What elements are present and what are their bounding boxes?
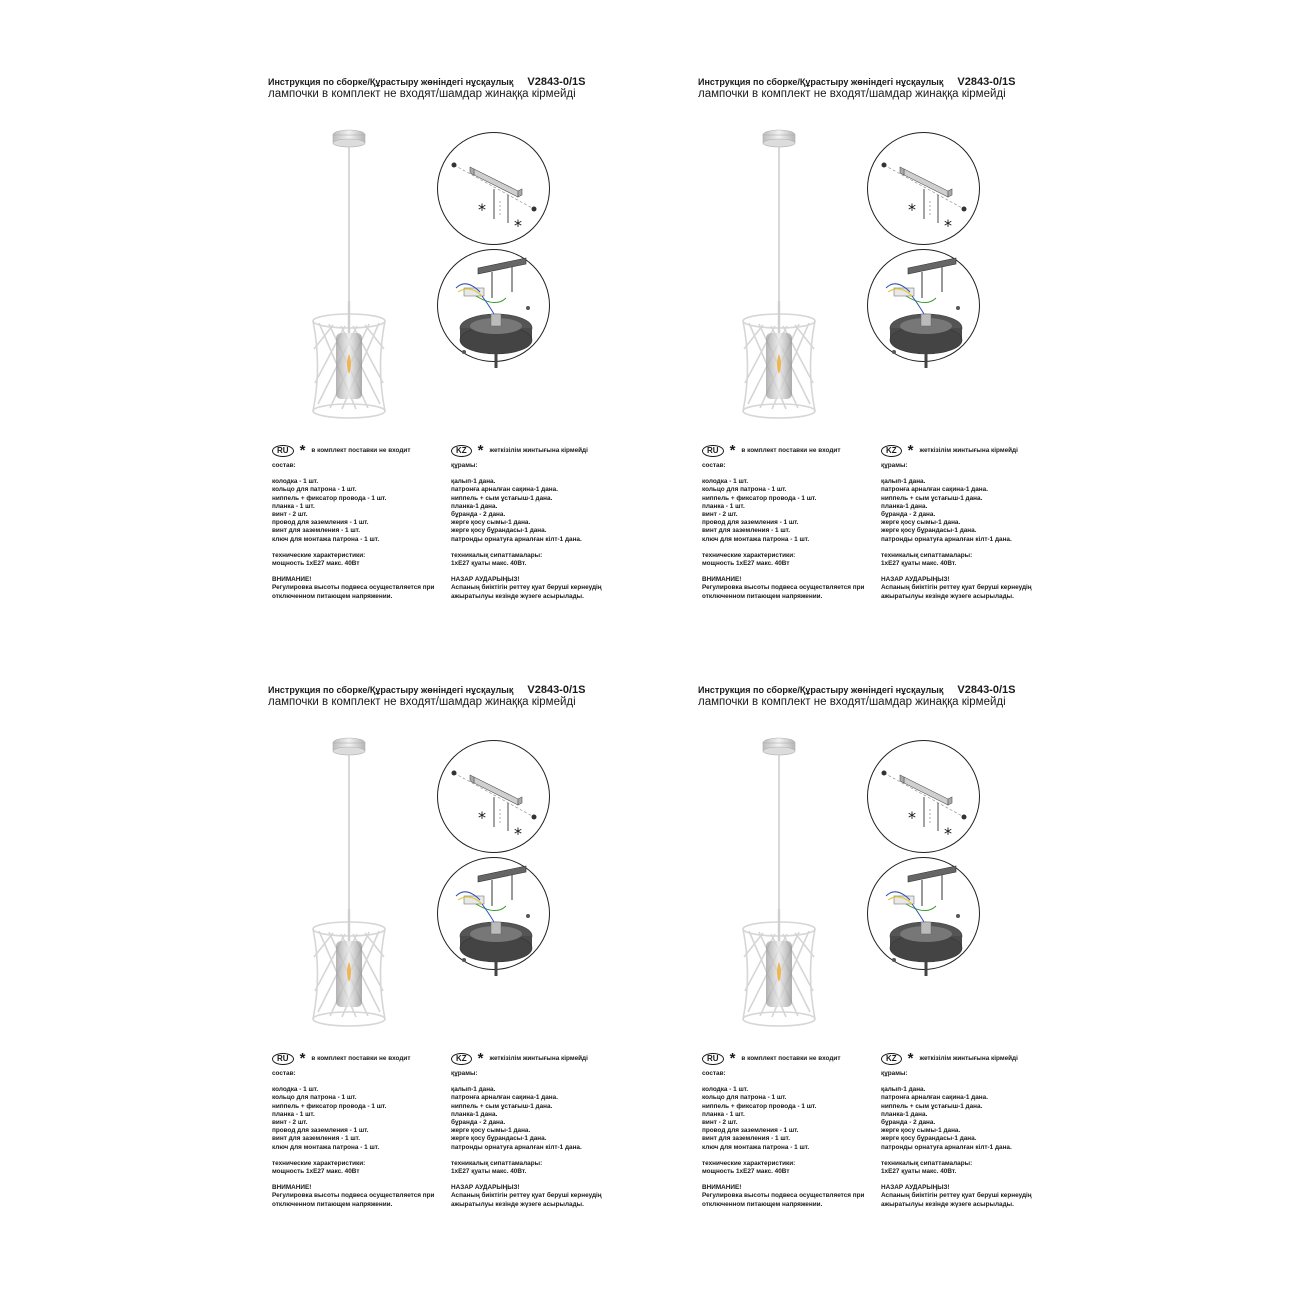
ru-specs-value: мощность 1xE27 макс. 40Вт	[702, 1168, 790, 1176]
kz-header	[881, 1052, 1071, 1066]
list-item: жерге қосу бұрандасы-1 дана.	[451, 527, 547, 535]
star-symbol: *	[299, 1050, 306, 1067]
kz-badge: KZ	[881, 1053, 902, 1065]
list-item: патронды орнатуға арналған кілт-1 дана.	[451, 1143, 582, 1151]
ru-badge: RU	[272, 445, 294, 457]
star-symbol: *	[729, 1050, 736, 1067]
list-item: колодка - 1 шт.	[272, 1086, 319, 1094]
list-item: патронға арналған сақина-1 дана.	[451, 486, 558, 494]
list-item: планка-1 дана.	[881, 1110, 928, 1118]
star-symbol: *	[477, 442, 484, 459]
list-item: планка-1 дана.	[451, 502, 498, 510]
instruction-sheet	[268, 76, 698, 686]
not-included-star: *	[478, 808, 486, 827]
star-symbol: *	[477, 1050, 484, 1067]
list-item: жерге қосу бұрандасы-1 дана.	[881, 1135, 977, 1143]
bulbs-note: лампочки в комплект не входят/шамдар жинаққа кірмейді	[698, 696, 1006, 708]
kz-specs-value: 1xE27 қуаты макс. 40Вт.	[881, 560, 957, 568]
list-item: провод для заземления - 1 шт.	[272, 519, 369, 527]
not-included-star: *	[478, 200, 486, 219]
pendant-lamp-illustration	[716, 729, 846, 1029]
list-item: жерге қосу бұрандасы-1 дана.	[451, 1135, 547, 1143]
list-item: провод для заземления - 1 шт.	[702, 519, 799, 527]
list-item: кольцо для патрона - 1 шт.	[272, 486, 357, 494]
list-item: винт для заземления - 1 шт.	[702, 527, 790, 535]
list-item: жерге қосу сымы-1 дана.	[881, 1127, 961, 1135]
star-symbol: *	[729, 442, 736, 459]
list-item: колодка - 1 шт.	[702, 478, 749, 486]
list-item: ниппель + сым ұстағыш-1 дана.	[451, 494, 553, 502]
list-item: ключ для монтажа патрона - 1 шт.	[702, 535, 810, 543]
ru-warning-text: Регулировка высоты подвеса осуществляется при отключенном питающем напряжении.	[702, 584, 865, 600]
not-included-star: *	[908, 808, 916, 827]
ru-warning-label: ВНИМАНИЕ!	[272, 1184, 312, 1192]
kz-warning-text: Аспаның биіктігін реттеу қуат беруші кернеудің ажыратылуы кезінде жүзеге асырылады.	[881, 1192, 1032, 1208]
ru-badge: RU	[702, 445, 724, 457]
ru-items-list	[702, 478, 882, 544]
list-item: провод для заземления - 1 шт.	[702, 1127, 799, 1135]
list-item: ниппель + сым ұстағыш-1 дана.	[881, 1102, 983, 1110]
list-item: жерге қосу сымы-1 дана.	[451, 519, 531, 527]
kz-warning-label: НАЗАР АУДАРЫҢЫЗ!	[451, 576, 520, 584]
list-item: винт для заземления - 1 шт.	[702, 1135, 790, 1143]
ru-warning-label: ВНИМАНИЕ!	[702, 1184, 742, 1192]
bulbs-note: лампочки в комплект не входят/шамдар жинаққа кірмейді	[268, 696, 576, 708]
list-item: колодка - 1 шт.	[702, 1086, 749, 1094]
wiring-canopy-diagram	[866, 856, 981, 981]
kz-warning-label: НАЗАР АУДАРЫҢЫЗ!	[881, 576, 950, 584]
kz-header	[451, 444, 641, 458]
list-item: бұранда - 2 дана.	[451, 1119, 506, 1127]
kz-warning-text: Аспаның биіктігін реттеу қуат беруші кернеудің ажыратылуы кезінде жүзеге асырылады.	[881, 584, 1032, 600]
not-included-star: *	[514, 824, 522, 843]
sheet-title: Инструкция по сборке/Құрастыру жөніндегі нұсқаулық V2843-0/1S	[698, 76, 1016, 88]
star-symbol: *	[907, 1050, 914, 1067]
bracket-mounting-diagram	[866, 131, 981, 246]
list-item: ниппель + фиксатор провода - 1 шт.	[702, 1102, 817, 1110]
kz-specs-value: 1xE27 қуаты макс. 40Вт.	[451, 560, 527, 568]
list-item: кольцо для патрона - 1 шт.	[702, 1094, 787, 1102]
list-item: планка - 1 шт.	[702, 1110, 745, 1118]
ru-specs-label: технические характеристики:	[702, 1159, 796, 1167]
kz-column	[451, 1052, 641, 1209]
list-item: винт - 2 шт.	[702, 1119, 738, 1127]
list-item: винт - 2 шт.	[702, 511, 738, 519]
ru-header	[702, 1052, 882, 1066]
kz-specs-label: техникалық сипаттамалары:	[451, 1159, 543, 1167]
list-item: ключ для монтажа патрона - 1 шт.	[272, 1143, 380, 1151]
list-item: патронға арналған сақина-1 дана.	[881, 1094, 988, 1102]
ru-not-included-note: в комплект поставки не входит	[741, 446, 841, 454]
pendant-lamp-illustration	[286, 121, 416, 421]
ru-warning-label: ВНИМАНИЕ!	[272, 576, 312, 584]
bracket-mounting-diagram	[866, 739, 981, 854]
kz-warning-text: Аспаның биіктігін реттеу қуат беруші кернеудің ажыратылуы кезінде жүзеге асырылады.	[451, 584, 602, 600]
list-item: планка - 1 шт.	[272, 1110, 315, 1118]
not-included-star: *	[944, 216, 952, 235]
ru-badge: RU	[702, 1053, 724, 1065]
kz-composition-label: құрамы:	[451, 462, 478, 469]
kz-column	[881, 444, 1071, 601]
bulbs-note: лампочки в комплект не входят/шамдар жинаққа кірмейді	[268, 88, 576, 100]
list-item: колодка - 1 шт.	[272, 478, 319, 486]
instruction-sheet	[268, 684, 698, 1294]
kz-not-included-note: жеткізілім жинтығына кірмейді	[919, 1054, 1018, 1062]
kz-not-included-note: жеткізілім жинтығына кірмейді	[489, 1054, 588, 1062]
ru-warning-text: Регулировка высоты подвеса осуществляется при отключенном питающем напряжении.	[272, 1192, 435, 1208]
ru-warning-text: Регулировка высоты подвеса осуществляется при отключенном питающем напряжении.	[702, 1192, 865, 1208]
ru-composition-label: состав:	[702, 1070, 726, 1077]
instruction-sheet	[698, 76, 1128, 686]
kz-composition-label: құрамы:	[881, 462, 908, 469]
kz-column	[451, 444, 641, 601]
list-item: патронға арналған сақина-1 дана.	[451, 1094, 558, 1102]
ru-composition-label: состав:	[272, 1070, 296, 1077]
ru-specs-value: мощность 1xE27 макс. 40Вт	[702, 560, 790, 568]
ru-items-list	[272, 1086, 452, 1152]
ru-items-list	[272, 478, 452, 544]
not-included-star: *	[944, 824, 952, 843]
kz-composition-label: құрамы:	[881, 1070, 908, 1077]
list-item: кольцо для патрона - 1 шт.	[272, 1094, 357, 1102]
star-symbol: *	[907, 442, 914, 459]
ru-not-included-note: в комплект поставки не входит	[741, 1054, 841, 1062]
kz-not-included-note: жеткізілім жинтығына кірмейді	[919, 446, 1018, 454]
model-number: V2843-0/1S	[527, 76, 586, 88]
instruction-sheet	[698, 684, 1128, 1294]
kz-warning-label: НАЗАР АУДАРЫҢЫЗ!	[451, 1184, 520, 1192]
list-item: жерге қосу сымы-1 дана.	[451, 1127, 531, 1135]
star-symbol: *	[299, 442, 306, 459]
kz-header	[881, 444, 1071, 458]
kz-header	[451, 1052, 641, 1066]
list-item: бұранда - 2 дана.	[881, 1119, 936, 1127]
ru-specs-value: мощность 1xE27 макс. 40Вт	[272, 1168, 360, 1176]
sheet-title: Инструкция по сборке/Құрастыру жөніндегі нұсқаулық V2843-0/1S	[698, 684, 1016, 696]
list-item: қалып-1 дана.	[451, 478, 496, 486]
ru-specs-label: технические характеристики:	[272, 551, 366, 559]
model-number: V2843-0/1S	[957, 684, 1016, 696]
ru-column	[272, 444, 452, 601]
list-item: планка-1 дана.	[451, 1110, 498, 1118]
list-item: планка - 1 шт.	[272, 502, 315, 510]
list-item: ниппель + фиксатор провода - 1 шт.	[272, 1102, 387, 1110]
list-item: патронға арналған сақина-1 дана.	[881, 486, 988, 494]
kz-column	[881, 1052, 1071, 1209]
kz-specs-label: техникалық сипаттамалары:	[881, 551, 973, 559]
bulbs-note: лампочки в комплект не входят/шамдар жинаққа кірмейді	[698, 88, 1006, 100]
list-item: жерге қосу сымы-1 дана.	[881, 519, 961, 527]
kz-composition-label: құрамы:	[451, 1070, 478, 1077]
list-item: патронды орнатуға арналған кілт-1 дана.	[451, 535, 582, 543]
kz-warning-label: НАЗАР АУДАРЫҢЫЗ!	[881, 1184, 950, 1192]
ru-header	[272, 444, 452, 458]
kz-items-list	[451, 478, 641, 544]
ru-composition-label: состав:	[702, 462, 726, 469]
kz-badge: KZ	[881, 445, 902, 457]
kz-specs-value: 1xE27 қуаты макс. 40Вт.	[881, 1168, 957, 1176]
list-item: қалып-1 дана.	[451, 1086, 496, 1094]
kz-items-list	[881, 478, 1071, 544]
bracket-mounting-diagram	[436, 739, 551, 854]
sheet-title: Инструкция по сборке/Құрастыру жөніндегі нұсқаулық V2843-0/1S	[268, 76, 586, 88]
list-item: ключ для монтажа патрона - 1 шт.	[272, 535, 380, 543]
list-item: винт - 2 шт.	[272, 511, 308, 519]
ru-warning-label: ВНИМАНИЕ!	[702, 576, 742, 584]
list-item: винт для заземления - 1 шт.	[272, 527, 360, 535]
ru-items-list	[702, 1086, 882, 1152]
pendant-lamp-illustration	[286, 729, 416, 1029]
list-item: ниппель + сым ұстағыш-1 дана.	[881, 494, 983, 502]
ru-specs-label: технические характеристики:	[702, 551, 796, 559]
list-item: кольцо для патрона - 1 шт.	[702, 486, 787, 494]
ru-specs-value: мощность 1xE27 макс. 40Вт	[272, 560, 360, 568]
list-item: планка-1 дана.	[881, 502, 928, 510]
pendant-lamp-illustration	[716, 121, 846, 421]
kz-not-included-note: жеткізілім жинтығына кірмейді	[489, 446, 588, 454]
list-item: ниппель + фиксатор провода - 1 шт.	[702, 494, 817, 502]
list-item: патронды орнатуға арналған кілт-1 дана.	[881, 1143, 1012, 1151]
ru-column	[702, 1052, 882, 1209]
list-item: қалып-1 дана.	[881, 478, 926, 486]
kz-items-list	[881, 1086, 1071, 1152]
list-item: жерге қосу бұрандасы-1 дана.	[881, 527, 977, 535]
ru-not-included-note: в комплект поставки не входит	[311, 1054, 411, 1062]
ru-header	[272, 1052, 452, 1066]
list-item: бұранда - 2 дана.	[881, 511, 936, 519]
wiring-canopy-diagram	[436, 248, 551, 373]
wiring-canopy-diagram	[436, 856, 551, 981]
list-item: ниппель + фиксатор провода - 1 шт.	[272, 494, 387, 502]
bracket-mounting-diagram	[436, 131, 551, 246]
ru-header	[702, 444, 882, 458]
list-item: провод для заземления - 1 шт.	[272, 1127, 369, 1135]
list-item: бұранда - 2 дана.	[451, 511, 506, 519]
kz-specs-value: 1xE27 қуаты макс. 40Вт.	[451, 1168, 527, 1176]
kz-items-list	[451, 1086, 641, 1152]
kz-warning-text: Аспаның биіктігін реттеу қуат беруші кернеудің ажыратылуы кезінде жүзеге асырылады.	[451, 1192, 602, 1208]
list-item: қалып-1 дана.	[881, 1086, 926, 1094]
ru-warning-text: Регулировка высоты подвеса осуществляется при отключенном питающем напряжении.	[272, 584, 435, 600]
list-item: ниппель + сым ұстағыш-1 дана.	[451, 1102, 553, 1110]
list-item: патронды орнатуға арналған кілт-1 дана.	[881, 535, 1012, 543]
sheet-title: Инструкция по сборке/Құрастыру жөніндегі нұсқаулық V2843-0/1S	[268, 684, 586, 696]
ru-badge: RU	[272, 1053, 294, 1065]
kz-specs-label: техникалық сипаттамалары:	[881, 1159, 973, 1167]
ru-not-included-note: в комплект поставки не входит	[311, 446, 411, 454]
list-item: ключ для монтажа патрона - 1 шт.	[702, 1143, 810, 1151]
kz-badge: KZ	[451, 1053, 472, 1065]
ru-column	[272, 1052, 452, 1209]
not-included-star: *	[514, 216, 522, 235]
list-item: винт для заземления - 1 шт.	[272, 1135, 360, 1143]
list-item: винт - 2 шт.	[272, 1119, 308, 1127]
list-item: планка - 1 шт.	[702, 502, 745, 510]
model-number: V2843-0/1S	[957, 76, 1016, 88]
not-included-star: *	[908, 200, 916, 219]
kz-specs-label: техникалық сипаттамалары:	[451, 551, 543, 559]
ru-specs-label: технические характеристики:	[272, 1159, 366, 1167]
ru-composition-label: состав:	[272, 462, 296, 469]
wiring-canopy-diagram	[866, 248, 981, 373]
kz-badge: KZ	[451, 445, 472, 457]
model-number: V2843-0/1S	[527, 684, 586, 696]
ru-column	[702, 444, 882, 601]
